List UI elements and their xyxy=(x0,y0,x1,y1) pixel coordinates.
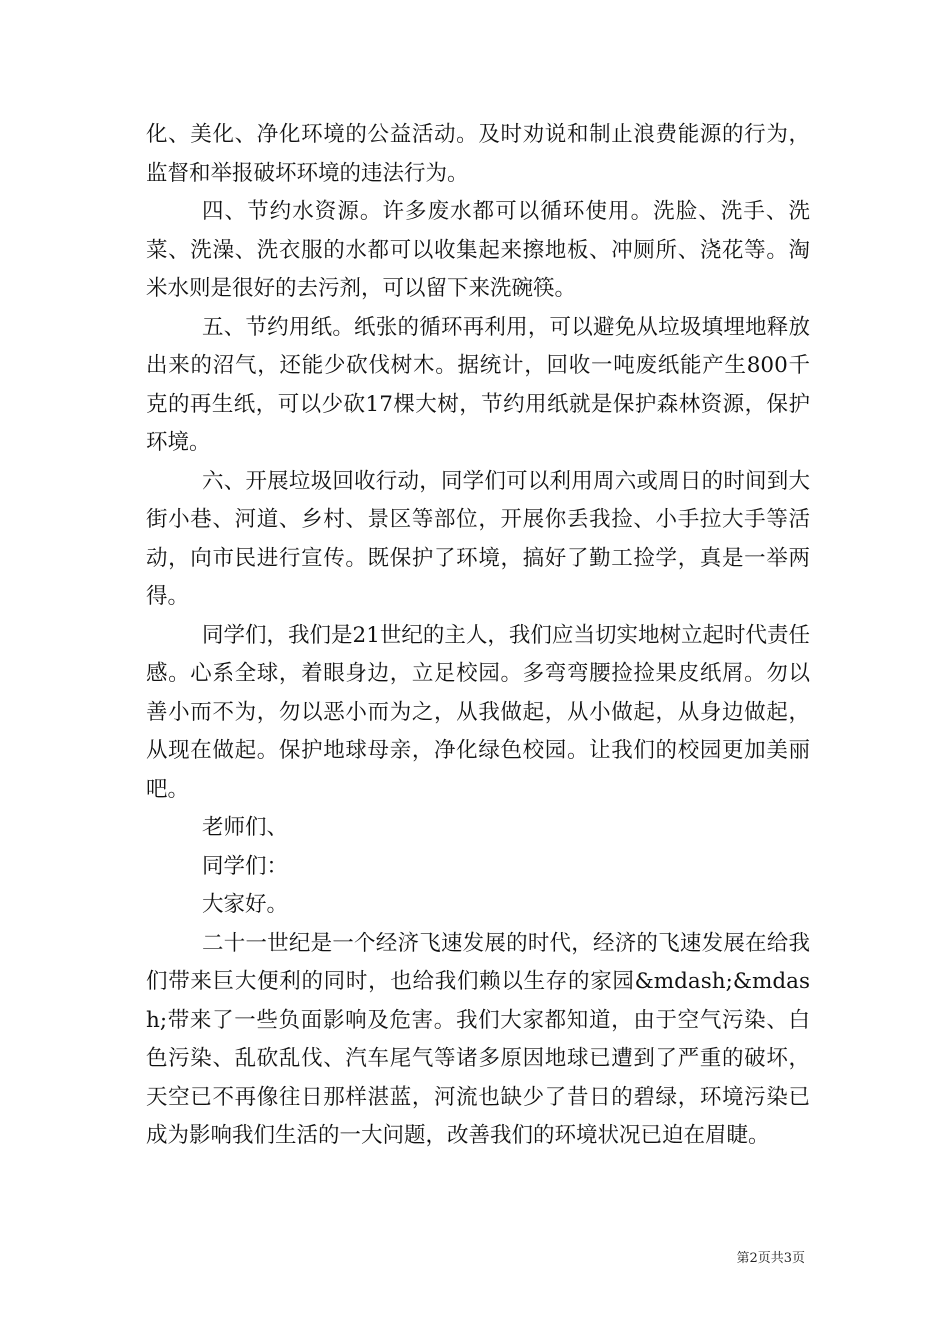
paragraph-7: 同学们： xyxy=(202,853,289,879)
paragraph-8: 大家好。 xyxy=(202,892,289,917)
paragraph-3: 五、节约用纸。纸张的循环再利用，可以避免从垃圾填埋地释放出来的沼气，还能少砍伐树木。据统计，回收一吨废纸能产生800千克的再生纸，可以少砍17棵大树，节约用纸就是保护森林资源，保护环境。 xyxy=(146,314,810,455)
document-body xyxy=(146,116,810,1156)
paragraph-4: 六、开展垃圾回收行动，同学们可以利用周六或周日的时间到大街小巷、河道、乡村、景区等部位，开展你丢我捡、小手拉大手等活动，向市民进行宣传。既保护了环境，搞好了勤工捡学，真是一举两得。 xyxy=(146,468,810,609)
paragraph-9: 二十一世纪是一个经济飞速发展的时代，经济的飞速发展在给我们带来巨大便利的同时，也给我们赖以生存的家园&mdash;&mdash;带来了一些负面影响及危害。我们大家都知道，由于空气污染、白色污染、乱砍乱伐、汽车尾气等诸多原因地球已遭到了严重的破坏，天空已不再像往日那样湛蓝，河流也缺少了昔日的碧绿，环境污染已成为影响我们生活的一大问题，改善我们的环境状况已迫在眉睫。 xyxy=(146,930,810,1148)
paragraph-2: 四、节约水资源。许多废水都可以循环使用。洗脸、洗手、洗菜、洗澡、洗衣服的水都可以收集起来擦地板、冲厕所、浇花等。淘米水则是很好的去污剂，可以留下来洗碗筷。 xyxy=(146,199,810,301)
page-number: 第2页共3页 xyxy=(736,1251,805,1266)
paragraph-1: 化、美化、净化环境的公益活动。及时劝说和制止浪费能源的行为，监督和举报破坏环境的违法行为。 xyxy=(146,122,810,186)
paragraph-5: 同学们，我们是21世纪的主人，我们应当切实地树立起时代责任感。心系全球，着眼身边，立足校园。多弯弯腰捡捡果皮纸屑。勿以善小而不为，勿以恶小而为之，从我做起，从小做起，从身边做起，从现在做起。保护地球母亲，净化绿色校园。让我们的校园更加美丽吧。 xyxy=(146,622,810,802)
paragraph-6: 老师们、 xyxy=(202,815,289,840)
